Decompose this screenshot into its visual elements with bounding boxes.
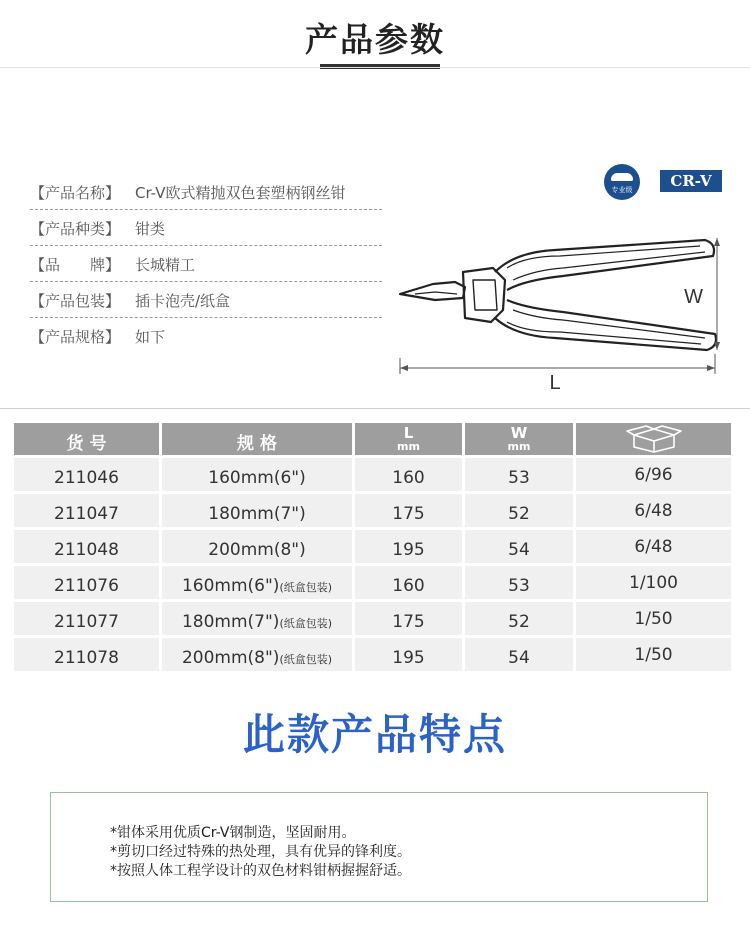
- spec-row-package: [30, 281, 382, 318]
- col-header-code: 货 号: [14, 423, 159, 455]
- cell-spec: 160mm(6"): [162, 458, 352, 491]
- cell-spec: 200mm(8"): [162, 530, 352, 563]
- w-label: W: [684, 286, 703, 308]
- spec-row-brand: [30, 245, 382, 282]
- cell-w: 53: [465, 458, 573, 491]
- cell-code: 211047: [14, 494, 159, 527]
- cell-spec: 180mm(7")(纸盒包装): [162, 602, 352, 635]
- cell-l: 160: [355, 566, 462, 599]
- feature-item: *按照人体工程学设计的双色材料钳柄握握舒适。: [110, 863, 411, 879]
- carton-box-icon: [624, 425, 684, 453]
- arrow-up-icon: [714, 238, 720, 246]
- cell-code: 211076: [14, 566, 159, 599]
- feature-item: *剪切口经过特殊的热处理，具有优异的锋利度。: [110, 844, 411, 860]
- feature-item: *钳体采用优质Cr-V钢制造，坚固耐用。: [110, 825, 356, 841]
- spec-value: 如下: [135, 328, 166, 346]
- header-divider: [0, 67, 750, 68]
- professional-grade-badge: [604, 164, 640, 200]
- cell-l: 175: [355, 494, 462, 527]
- col-header-pack: [576, 423, 731, 455]
- cell-w: 52: [465, 494, 573, 527]
- cell-l: 195: [355, 638, 462, 671]
- spec-label: 【品 牌】: [30, 256, 121, 274]
- cell-pack: 6/48: [576, 494, 731, 527]
- features-title: 此款产品特点: [242, 710, 507, 759]
- cell-pack: 6/96: [576, 458, 731, 491]
- cell-code: 211048: [14, 530, 159, 563]
- cell-spec: 160mm(6")(纸盒包装): [162, 566, 352, 599]
- spec-label: 【产品规格】: [30, 328, 121, 346]
- arrow-left-icon: [400, 365, 408, 371]
- cell-pack: 6/48: [576, 530, 731, 563]
- car-icon: [611, 173, 633, 181]
- plier-diagram: [395, 232, 725, 392]
- spec-row-category: [30, 209, 382, 246]
- cell-w: 54: [465, 530, 573, 563]
- cell-spec: 180mm(7"): [162, 494, 352, 527]
- spec-value: 钳类: [135, 220, 166, 238]
- spec-value: 插卡泡壳/纸盒: [135, 292, 231, 310]
- section-divider: [0, 408, 750, 409]
- spec-row-size: [30, 317, 382, 353]
- cell-code: 211078: [14, 638, 159, 671]
- spec-row-name: [30, 173, 382, 210]
- cell-w: 52: [465, 602, 573, 635]
- col-header-w: W mm: [465, 423, 573, 455]
- spec-label: 【产品种类】: [30, 220, 121, 238]
- cell-w: 54: [465, 638, 573, 671]
- cell-code: 211046: [14, 458, 159, 491]
- cell-pack: 1/100: [576, 566, 731, 599]
- spec-label: 【产品名称】: [30, 184, 121, 202]
- cell-l: 175: [355, 602, 462, 635]
- l-label: L: [549, 372, 561, 392]
- crv-badge: CR-V: [660, 170, 722, 192]
- badge-pro-label: 专业级: [611, 186, 633, 194]
- cell-w: 53: [465, 566, 573, 599]
- spec-value: 长城精工: [135, 256, 196, 274]
- cell-code: 211077: [14, 602, 159, 635]
- spec-label: 【产品包装】: [30, 292, 121, 310]
- page-title: 产品参数: [305, 20, 445, 59]
- cell-pack: 1/50: [576, 638, 731, 671]
- col-header-spec: 规 格: [162, 423, 352, 455]
- spec-value: Cr-V欧式精抛双色套塑柄钢丝钳: [135, 184, 346, 202]
- col-header-l: L mm: [355, 423, 462, 455]
- cell-spec: 200mm(8")(纸盒包装): [162, 638, 352, 671]
- cell-l: 195: [355, 530, 462, 563]
- plier-icon: [400, 240, 716, 350]
- cell-pack: 1/50: [576, 602, 731, 635]
- cell-l: 160: [355, 458, 462, 491]
- arrow-right-icon: [707, 365, 715, 371]
